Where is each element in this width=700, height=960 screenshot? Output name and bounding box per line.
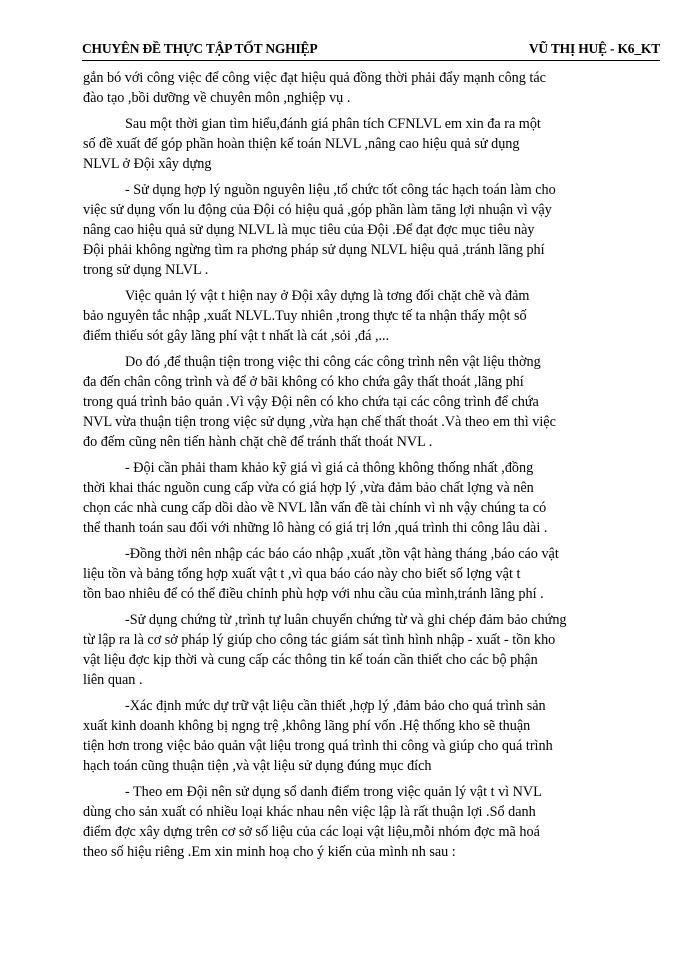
paragraph — [83, 286, 657, 346]
text-line: điểm đợc xây dựng trên cơ sở số liệu của các loại vật liệu,mỗi nhóm đợc mã hoá — [83, 824, 540, 840]
text-line: đa đến chân công trình và để ở bãi không có kho chứa gây thất thoát ,lãng phí — [83, 374, 524, 390]
document-body — [83, 68, 657, 868]
text-line: Việc quản lý vật t hiện nay ở Đội xây dựng là tơng đối chặt chẽ và đảm — [125, 288, 530, 304]
header-title: CHUYÊN ĐỀ THỰC TẬP TỐT NGHIỆP — [82, 41, 318, 56]
text-line: trong sử dụng NLVL . — [83, 262, 209, 278]
text-line: -Xác định mức dự trữ vật liệu cần thiết ,hợp lý ,đảm bảo cho quá trình sản — [125, 698, 546, 714]
header-rule — [82, 60, 660, 61]
paragraph — [83, 352, 657, 452]
paragraph — [83, 114, 657, 174]
paragraph — [83, 544, 657, 604]
text-line: -Sử dụng chứng từ ,trình tự luân chuyển chứng từ và ghi chép đảm bảo chứng — [125, 612, 567, 628]
header-author: VŨ THỊ HUỆ - K6_KT — [528, 41, 660, 56]
text-line: Đội phải không ngừng tìm ra phơng pháp sử dụng NLVL hiệu quả ,tránh lãng phí — [83, 242, 545, 258]
text-line: việc sử dụng vốn lu động của Đội có hiệu quả ,góp phần làm tăng lợi nhuận vì vậy — [83, 202, 552, 218]
paragraph — [83, 610, 657, 690]
text-line: nâng cao hiệu quả sử dụng NLVL là mục tiêu của Đội .Để đạt đợc mục tiêu này — [83, 222, 535, 238]
text-line: thời khai thác nguồn cung cấp vừa có giá hợp lý ,vừa đảm bảo chất lợng và nên — [83, 480, 534, 496]
text-line: liên quan . — [83, 672, 143, 688]
text-line: tiện hơn trong việc bảo quản vật liệu trong quá trình thi công và giúp cho quá trình — [83, 738, 553, 754]
page-header — [82, 37, 660, 61]
text-line: vật liệu đợc kịp thời và cung cấp các thông tin kế toán cần thiết cho các bộ phận — [83, 652, 538, 668]
text-line: theo số hiệu riêng .Em xin minh hoạ cho ý kiến của mình nh sau : — [83, 844, 456, 860]
paragraph — [83, 782, 657, 862]
text-line: đo đếm cũng nên tiến hành chặt chẽ để tránh thất thoát NVL . — [83, 434, 433, 450]
text-line: trong quá trình bảo quản .Vì vậy Đội nên có kho chứa tại các công trình để chứa — [83, 394, 539, 410]
text-line: xuất kinh doanh không bị ngng trệ ,không lãng phí vốn .Hệ thống kho sẽ thuận — [83, 718, 531, 734]
text-line: Sau một thời gian tìm hiểu,đánh giá phân tích CFNLVL em xin đa ra một — [125, 116, 541, 132]
text-line: điểm thiếu sót gây lãng phí vật t nhất là cát ,sỏi ,đá ,... — [83, 328, 390, 344]
text-line: - Đội cần phải tham khảo kỹ giá vì giá cả thông không thống nhất ,đồng — [125, 460, 534, 476]
text-line: hạch toán cũng thuận tiện ,và vật liệu sử dụng đúng mục đích — [83, 758, 432, 774]
paragraph — [83, 180, 657, 280]
text-line: từ lập ra là cơ sở pháp lý giúp cho công tác giám sát tình hình nhập - xuất - tồn kho — [83, 632, 556, 648]
text-line: NVL vừa thuận tiện trong việc sử dụng ,vừa hạn chế thất thoát .Và theo em thì việc — [83, 414, 556, 430]
text-line: - Theo em Đội nên sử dụng sổ danh điểm trong việc quản lý vật t vì NVL — [125, 784, 542, 800]
text-line: dùng cho sản xuất có nhiều loại khác nhau nên việc lập là rất thuận lợi .Sổ danh — [83, 804, 536, 820]
text-line: bảo nguyên tắc nhập ,xuất NLVL.Tuy nhiên ,trong thực tế ta nhận thấy một số — [83, 308, 527, 324]
text-line: số đề xuất để góp phần hoàn thiện kế toán NLVL ,nâng cao hiệu quả sử dụng — [83, 136, 520, 152]
text-line: - Sử dụng hợp lý nguồn nguyên liệu ,tổ chức tốt công tác hạch toán làm cho — [125, 182, 556, 198]
text-line: đào tạo ,bồi dưỡng về chuyên môn ,nghiệp vụ . — [83, 90, 351, 106]
text-line: thể thanh toán sau đối với những lô hàng có giá trị lớn ,quá trình thi công lâu dài . — [83, 520, 548, 536]
text-line: Do đó ,để thuận tiện trong việc thi công các công trình nên vật liệu thờng — [125, 354, 541, 370]
text-line: -Đồng thời nên nhập các báo cáo nhập ,xuất ,tồn vật hàng tháng ,báo cáo vật — [125, 546, 559, 562]
paragraph — [83, 458, 657, 538]
text-line: gắn bó với công việc để công việc đạt hiệu quả đồng thời phải đẩy mạnh công tác — [83, 70, 546, 86]
text-line: NLVL ở Đội xây dựng — [83, 156, 212, 172]
text-line: tồn bao nhiêu để có thể điều chỉnh phù hợp với nhu cầu của mình,tránh lãng phí . — [83, 586, 544, 602]
text-line: chọn các nhà cung cấp dồi dào về NVL lẫn vấn đề tài chính vì nh vậy chúng ta có — [83, 500, 547, 516]
text-line: liệu tồn và bảng tổng hợp xuất vật t ,vì qua báo cáo này cho biết số lợng vật t — [83, 566, 521, 582]
paragraph — [83, 696, 657, 776]
paragraph — [83, 68, 657, 108]
